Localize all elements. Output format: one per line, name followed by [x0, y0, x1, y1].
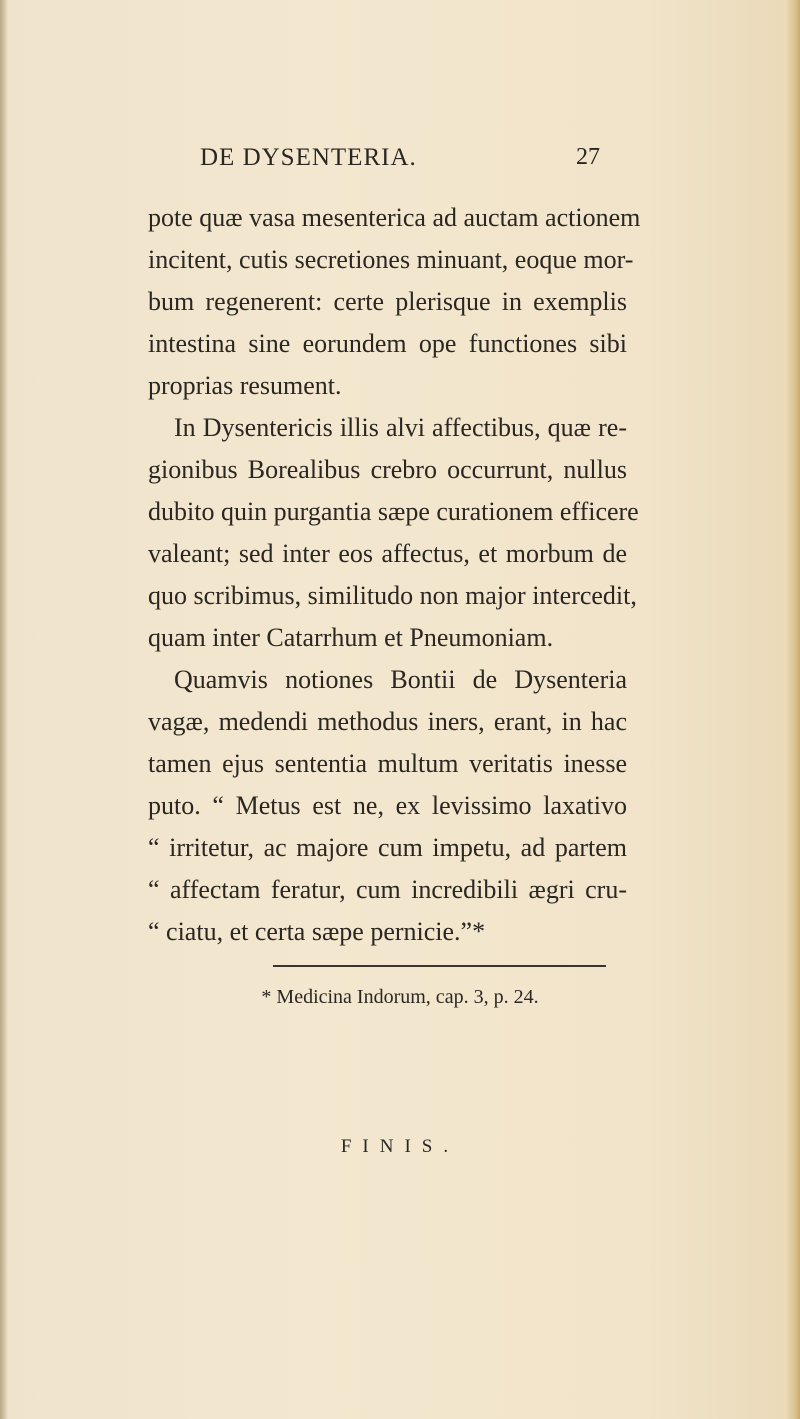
text-line: bum regenerent: certe plerisque in exemplis — [148, 287, 627, 316]
text-line: valeant; sed inter eos affectus, et morbum de — [148, 539, 627, 568]
page-number: 27 — [576, 144, 600, 170]
text-line: vagæ, medendi methodus iners, erant, in hac — [148, 707, 627, 736]
footnote-rule — [273, 965, 606, 967]
page-left-edge — [0, 0, 8, 1419]
text-line: gionibus Borealibus crebro occurrunt, nullus — [148, 455, 627, 484]
text-line: tamen ejus sententia multum veritatis inesse — [148, 749, 627, 778]
text-line: intestina sine eorundem ope functiones sibi — [148, 329, 627, 358]
text-line: “ affectam feratur, cum incredibili ægri cru- — [148, 875, 627, 904]
finis-label: FINIS. — [340, 1136, 460, 1157]
page-right-edge — [786, 0, 800, 1419]
text-line: dubito quin purgantia sæpe curationem efficere — [148, 497, 639, 526]
text-line: incitent, cutis secretiones minuant, eoque mor- — [148, 245, 634, 274]
text-line: proprias resument. — [148, 371, 342, 400]
text-line: puto. “ Metus est ne, ex levissimo laxativo — [148, 791, 627, 820]
text-line: “ ciatu, et certa sæpe pernicie.”* — [148, 917, 486, 946]
running-head: DE DYSENTERIA. — [200, 144, 417, 171]
text-line: quo scribimus, similitudo non major intercedit, — [148, 581, 637, 610]
text-line: In Dysentericis illis alvi affectibus, quæ re- — [174, 413, 627, 442]
text-line: Quamvis notiones Bontii de Dysenteria — [174, 665, 627, 694]
text-line: “ irritetur, ac majore cum impetu, ad partem — [148, 833, 627, 862]
text-line: quam inter Catarrhum et Pneumoniam. — [148, 623, 554, 652]
footnote: * Medicina Indorum, cap. 3, p. 24. — [261, 986, 539, 1008]
page-header — [200, 144, 600, 176]
text-line: pote quæ vasa mesenterica ad auctam actionem — [148, 203, 641, 232]
